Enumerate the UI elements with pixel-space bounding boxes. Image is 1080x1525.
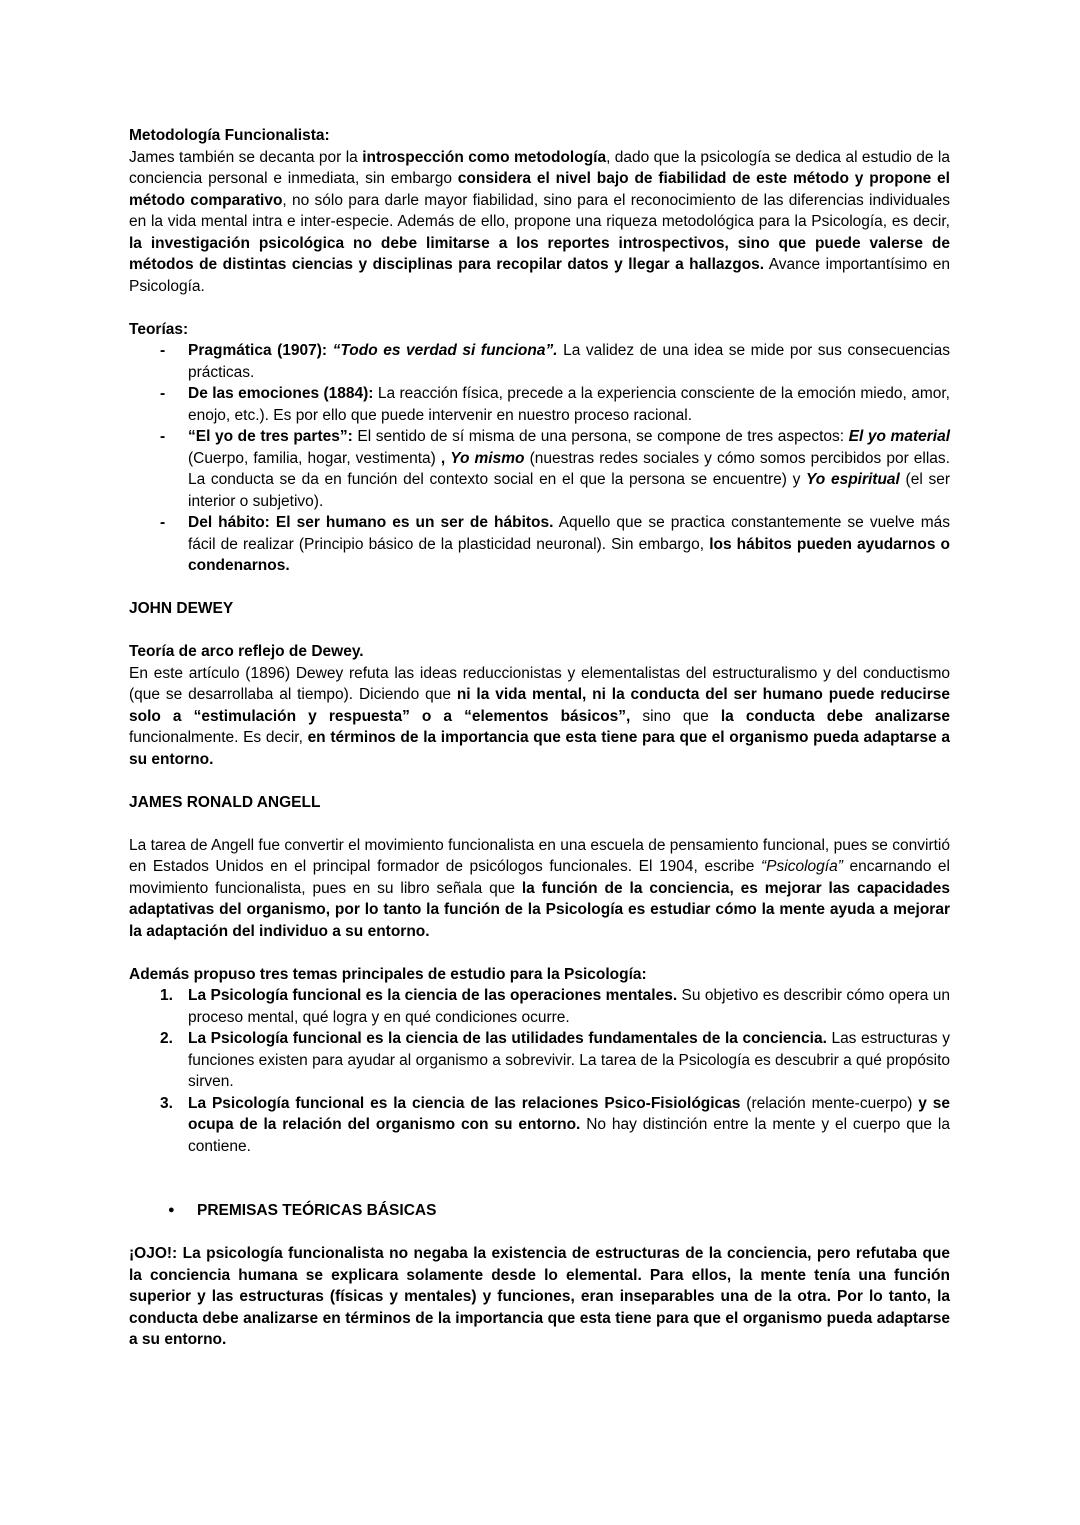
text-run: , dado que la psicología se dedica al estudio de la conciencia personal e inmediata, sin embargo: [129, 148, 950, 187]
text-run: Las estructuras y funciones existen para ayudar al organismo a sobrevivir. La tarea de la Psicología es descubrir a qué propósito sirven.: [188, 1030, 950, 1090]
text-run: No hay distinción entre la mente y el cuerpo que la contiene.: [188, 1116, 950, 1155]
bullet-item-premisas: [129, 1200, 950, 1222]
text-run: la investigación psicológica no debe limitarse a los reportes introspectivos, sino que puede valerse de métodos de distintas ciencias y disciplinas para recopilar datos y llegar a hallazgos.: [129, 234, 950, 273]
text-run: Su objetivo es describir cómo opera un proceso mental, qué logra y en qué condiciones ocurre.: [188, 987, 950, 1026]
text-run: Pragmática (1907):: [188, 342, 333, 359]
paragraph-angell: [129, 835, 950, 943]
paragraph-ojo: ¡OJO!: La psicología funcionalista no negaba la existencia de estructuras de la conciencia, pero refutaba que la conciencia humana se explicara solamente desde lo elemental. Para ellos, la mente tenía una función superior y las estructuras (físicas y mentales) y funciones, eran inseparables una de la otra. Por lo tanto, la conducta debe analizarse en términos de la importancia que esta tiene para que el organismo pueda adaptarse a su entorno.: [129, 1245, 950, 1348]
list-temas: [129, 985, 950, 1157]
paragraph-metodologia: [129, 147, 950, 298]
text-run: (Cuerpo, familia, hogar, vestimenta): [188, 449, 441, 467]
text-run: (nuestras redes sociales y cómo somos percibidos por ellas. La conducta se da en función del contexto social en el que la persona se encuentre) y: [188, 449, 950, 488]
heading-arco-reflejo: Teoría de arco reflejo de Dewey.: [129, 643, 364, 660]
text-run: la conducta debe analizarse: [720, 707, 950, 725]
list-item-tema-1: [129, 985, 950, 1028]
text-run: Avance importantísimo en Psicología.: [129, 256, 950, 295]
list-teorias: [129, 340, 950, 577]
list-dash-marker: -: [160, 428, 166, 445]
list-item-text: [188, 383, 950, 426]
text-run: “El yo de tres partes”:: [188, 428, 353, 445]
text-run: “Psicología”: [761, 858, 843, 875]
list-item-yo-de-tres-partes: [129, 426, 950, 512]
text-run: ni la vida mental, ni la conducta del ser humano puede reducirse solo a “estimulación y respuesta” o a “elementos básicos”,: [129, 686, 950, 725]
list-number-marker: 3.: [160, 1094, 173, 1112]
paragraph-dewey: [129, 663, 950, 771]
text-run: (el ser interior o subjetivo).: [188, 471, 950, 510]
text-run: considera el nivel bajo de fiabilidad de este método y propone el método comparativo: [129, 170, 950, 209]
text-run: De las emociones (1884):: [188, 385, 374, 402]
text-run: funcionalmente. Es decir,: [129, 729, 308, 746]
text-run: Del hábito: El ser humano es un ser de hábitos.: [188, 514, 554, 531]
text-run: Aquello que se practica constantemente se vuelve más fácil de realizar (Principio básico de la plasticidad neuronal). Sin embargo,: [188, 514, 950, 553]
list-item-del-habito: [129, 512, 950, 577]
text-run: La Psicología funcional es la ciencia de las relaciones Psico-Fisiológicas: [188, 1094, 741, 1112]
text-run: “Todo es verdad si funciona”.: [332, 342, 558, 359]
list-item-text: [188, 985, 950, 1028]
text-run: Yo espiritual: [806, 471, 900, 488]
text-run: en términos de la importancia que esta tiene para que el organismo pueda adaptarse a su entorno.: [129, 729, 950, 768]
text-run: la función de la conciencia, es mejorar las capacidades adaptativas del organismo, por lo tanto la función de la Psicología es estudiar cómo la mente ayuda a mejorar la adaptación del individuo a su entorno.: [129, 879, 950, 940]
text-run: (relación mente-cuerpo): [740, 1094, 919, 1112]
list-number-marker: 2.: [160, 1030, 173, 1047]
heading-premisas-teoricas: PREMISAS TEÓRICAS BÁSICAS: [197, 1202, 437, 1219]
text-run: Yo mismo: [450, 449, 525, 467]
text-run: La reacción física, precede a la experiencia consciente de la emoción miedo, amor, enojo, etc.). Es por ello que puede intervenir en nuestro proceso racional.: [188, 385, 950, 424]
text-run: La Psicología funcional es la ciencia de las operaciones mentales.: [188, 987, 678, 1004]
list-number-marker: 1.: [160, 987, 173, 1004]
list-dash-marker: -: [160, 342, 166, 359]
text-run: El yo material: [848, 428, 951, 445]
list-item-tema-2: [129, 1028, 950, 1093]
text-run: La tarea de Angell fue convertir el movimiento funcionalista en una escuela de pensamiento funcional, pues se convirtió en Estados Unidos en el principal formador de psicólogos funcionales. El 1904, escribe: [129, 836, 950, 875]
heading-metodologia-funcionalista: Metodología Funcionalista:: [129, 127, 330, 144]
list-dash-marker: -: [160, 514, 166, 531]
heading-teorias: Teorías:: [129, 320, 189, 338]
text-run: introspección como metodología: [362, 148, 607, 166]
text-run: La validez de una idea se mide por sus consecuencias prácticas.: [188, 342, 950, 381]
text-run: ,: [440, 449, 451, 467]
heading-tres-temas: Además propuso tres temas principales de estudio para la Psicología:: [129, 965, 647, 983]
list-item-text: [188, 426, 950, 512]
list-item-text: [188, 1093, 950, 1158]
text-run: El sentido de sí misma de una persona, se compone de tres aspectos:: [352, 428, 849, 445]
list-item-text: [188, 340, 950, 383]
text-run: , no sólo para darle mayor fiabilidad, sino para el reconocimiento de las diferencias individuales en la vida mental intra e inter-especie. Además de ello, propone una riqueza metodológica para la Psicología, es decir,: [129, 191, 950, 230]
text-run: encarnando el movimiento funcionalista, pues en su libro señala que: [129, 858, 950, 897]
text-run: los hábitos pueden ayudarnos o condenarnos.: [188, 535, 950, 574]
list-dash-marker: -: [160, 385, 166, 402]
text-run: La Psicología funcional es la ciencia de las utilidades fundamentales de la conciencia.: [188, 1030, 827, 1047]
text-run: sino que: [630, 707, 721, 725]
list-item-text: [188, 512, 950, 577]
text-run: En este artículo (1896) Dewey refuta las ideas reduccionistas y elementalistas del estructuralismo y del conductismo (que se desarrollaba al tiempo). Diciendo que: [129, 664, 950, 703]
list-item-tema-3: [129, 1093, 950, 1158]
bullet-dot-icon: ●: [168, 1204, 175, 1216]
text-run: y se ocupa de la relación del organismo con su entorno.: [188, 1094, 950, 1133]
text-run: James también se decanta por la: [129, 148, 363, 166]
list-item-emociones: [129, 383, 950, 426]
heading-john-dewey: JOHN DEWEY: [129, 600, 234, 617]
list-item-text: [188, 1028, 950, 1093]
heading-james-ronald-angell: JAMES RONALD ANGELL: [129, 793, 321, 811]
list-item-pragmatica: [129, 340, 950, 383]
